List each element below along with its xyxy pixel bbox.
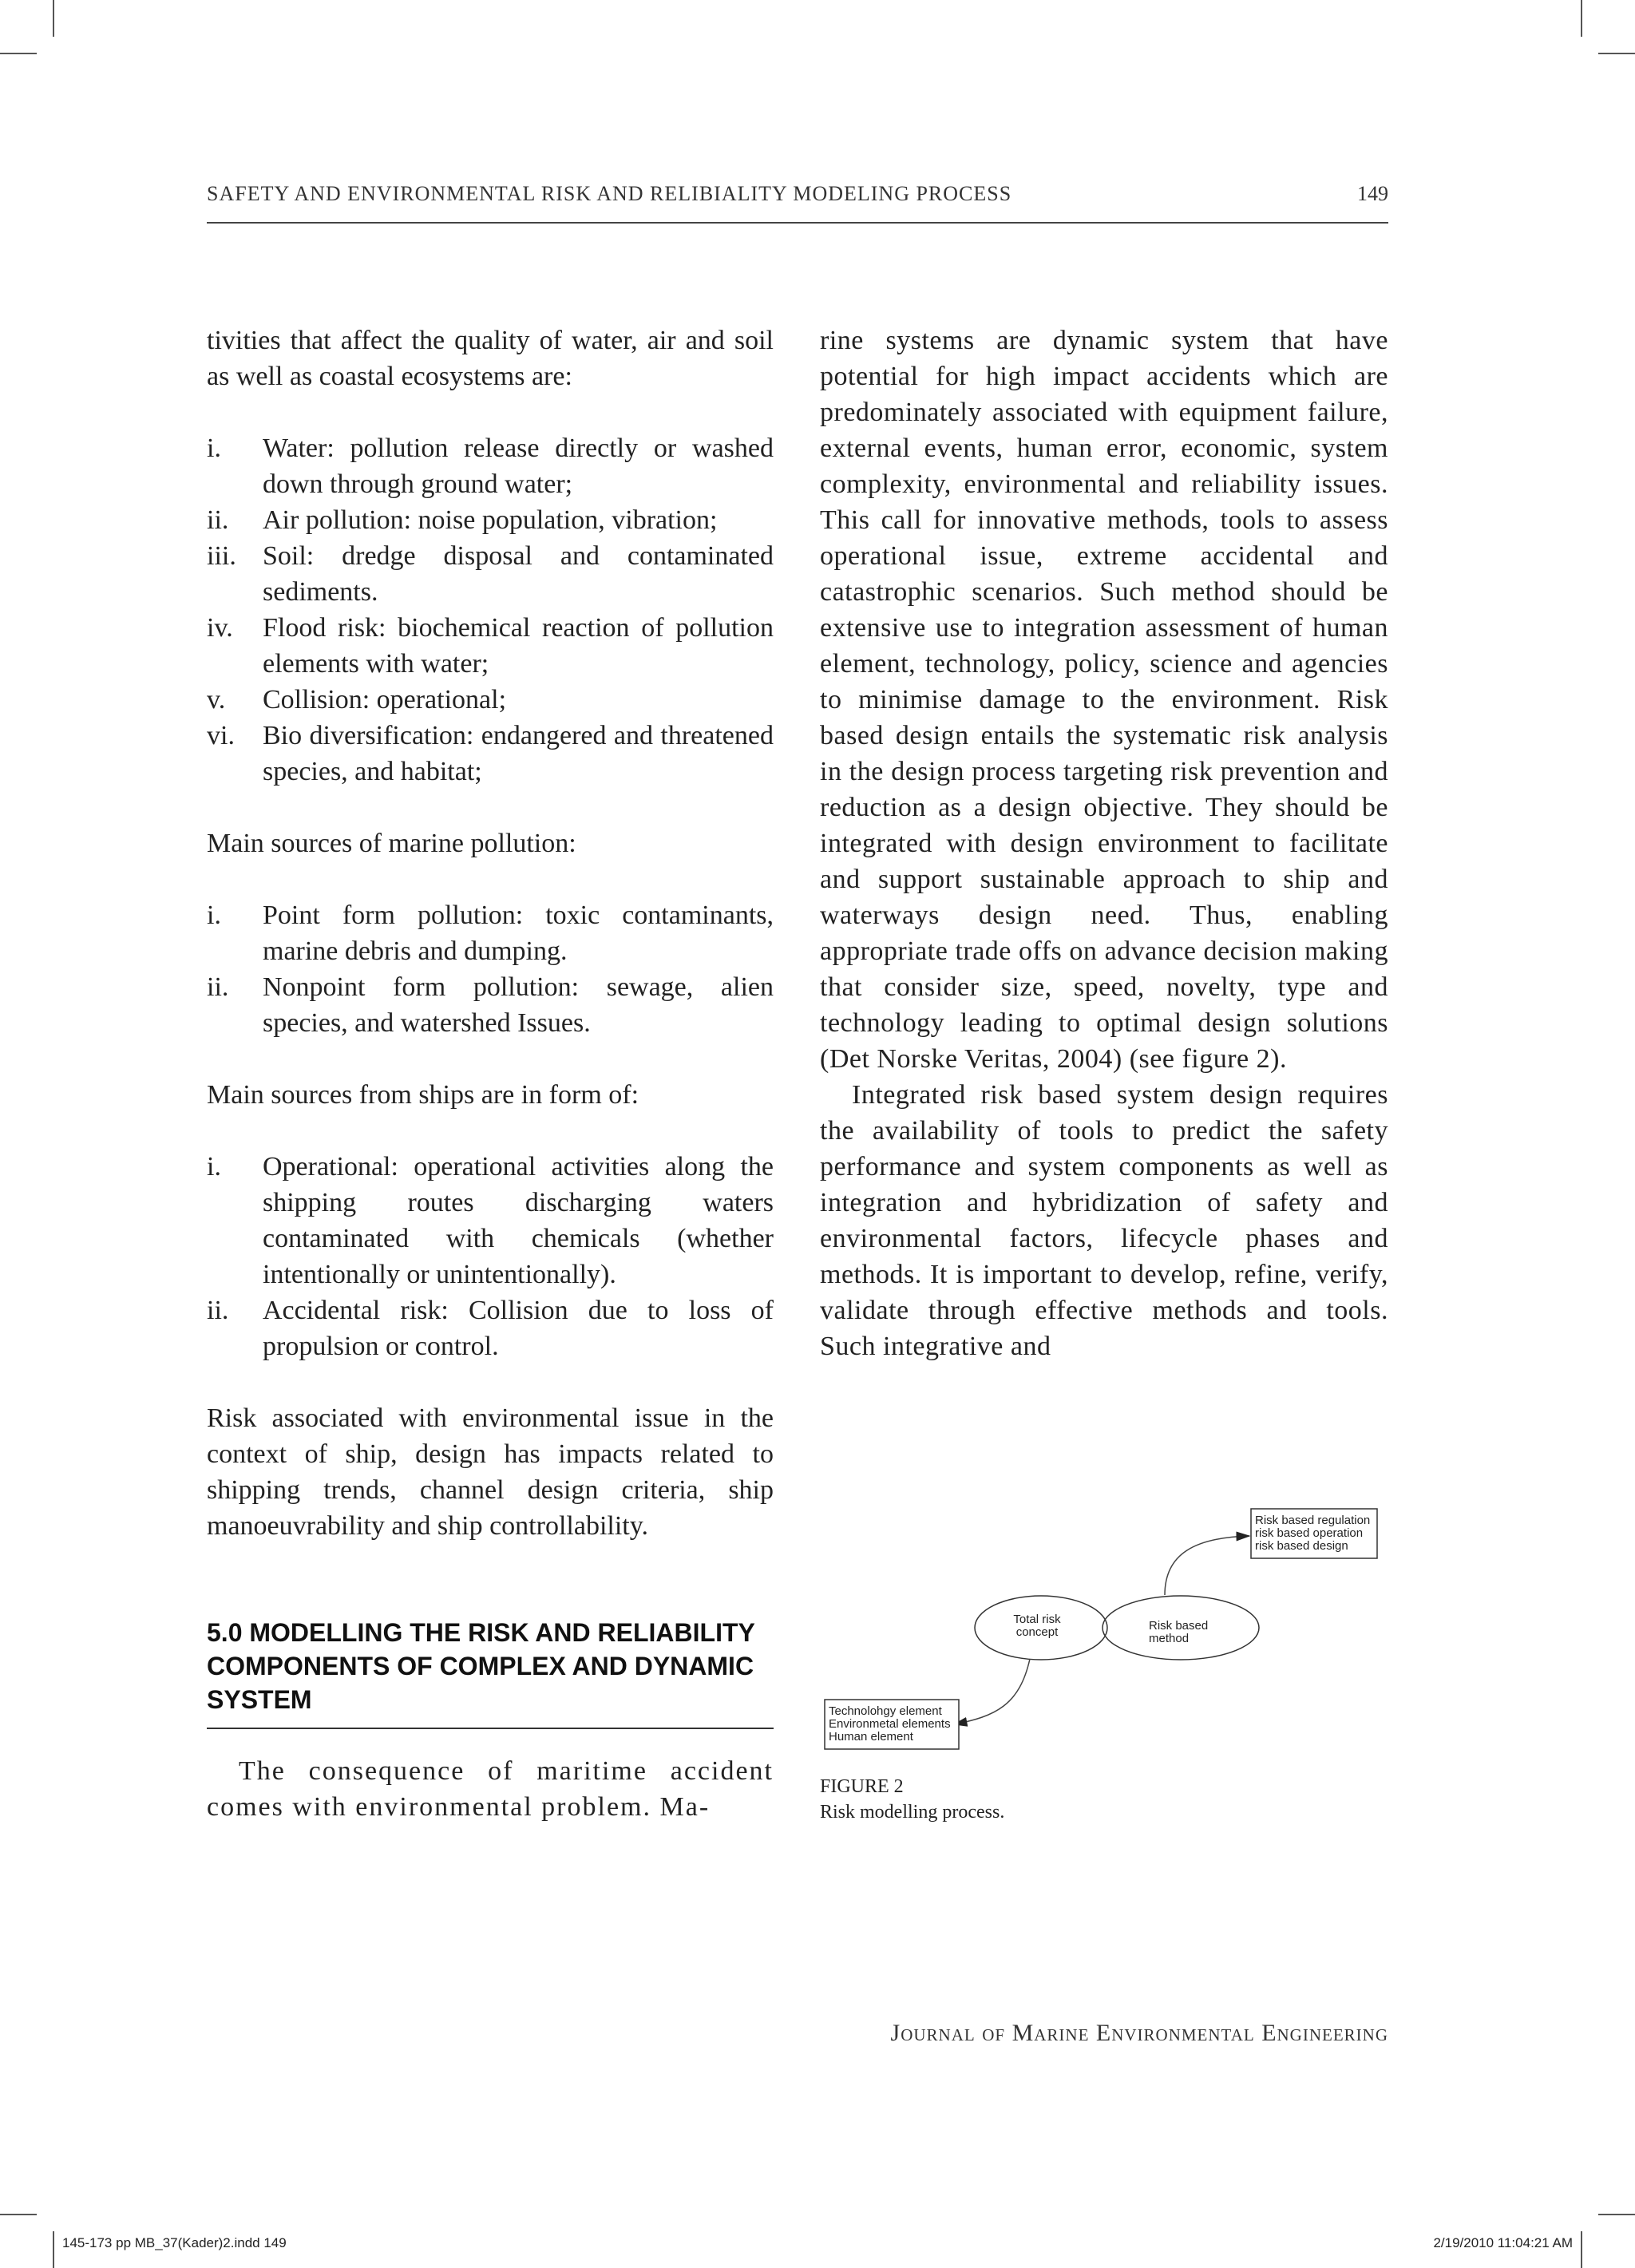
crop-mark — [1581, 0, 1582, 37]
right-column — [820, 323, 1388, 1364]
box-line: Risk based regulation — [1255, 1514, 1371, 1527]
box-line: Technolohgy element — [829, 1704, 942, 1718]
intro-paragraph: tivities that affect the quality of water, air and soil as well as coastal ecosystems are: — [207, 326, 774, 391]
list-item: vi. Bio diversification: endangered and threatened species, and habitat; — [207, 721, 774, 786]
figure-caption — [820, 1774, 1004, 1825]
box-line: risk based design — [1255, 1539, 1348, 1553]
section-paragraph: The consequence of maritime accident comes with environmental problem. Ma- — [207, 1756, 774, 1822]
crop-mark — [1598, 53, 1635, 54]
running-head — [207, 182, 1388, 206]
arrow-to-regulation — [1165, 1536, 1249, 1595]
header-rule — [207, 222, 1388, 224]
list-item: v. Collision: operational; — [207, 685, 507, 714]
ship-sources-heading: Main sources from ships are in form of: — [207, 1080, 639, 1110]
list-item: iv. Flood risk: biochemical reaction of pollution elements with water; — [207, 613, 774, 679]
figure-title: Risk modelling process. — [820, 1802, 1005, 1823]
arrow-to-elements — [954, 1659, 1030, 1724]
list-item: ii. Accidental risk: Collision due to loss of propulsion or control. — [207, 1296, 774, 1361]
ship-sources-list — [207, 1149, 774, 1364]
crop-mark — [0, 2214, 37, 2215]
risk-paragraph: Risk associated with environmental issue in the context of ship, design has impacts related to shipping trends, channel design criteria, ship manoeuvrability and ship controllability. — [207, 1403, 774, 1541]
figure-label: FIGURE 2 — [820, 1776, 904, 1797]
pollution-activities-list — [207, 430, 774, 790]
journal-name: Journal of Marine Environmental Engineering — [890, 2020, 1388, 2046]
date-slug: 2/19/2010 11:04:21 AM — [1433, 2235, 1573, 2250]
list-item: ii. Air pollution: noise population, vibration; — [207, 505, 718, 535]
file-slug: 145-173 pp MB_37(Kader)2.indd 149 — [62, 2235, 287, 2250]
crop-mark — [0, 53, 37, 54]
left-column — [207, 323, 774, 1825]
page-number: 149 — [1357, 182, 1388, 205]
ellipse-label: concept — [1015, 1625, 1059, 1639]
diagram-svg — [820, 1506, 1388, 1777]
crop-mark — [1598, 2214, 1635, 2215]
list-item: ii. Nonpoint form pollution: sewage, alien species, and watershed Issues. — [207, 972, 774, 1038]
list-item: i. Point form pollution: toxic contaminants, marine debris and dumping. — [207, 900, 774, 966]
crop-mark — [1581, 2231, 1582, 2268]
running-head-title: SAFETY AND ENVIRONMENTAL RISK AND RELIBIALITY MODELING PROCESS — [207, 182, 1012, 205]
crop-mark — [53, 2231, 54, 2268]
ellipse-label: method — [1149, 1632, 1190, 1645]
marine-pollution-list — [207, 897, 774, 1041]
section-rule — [207, 1728, 774, 1729]
body-paragraph: Integrated risk based system design requires the availability of tools to predict the safety performance and system components as well as integration and hybridization of safety and environmental factors, lifecycle phases and methods. It is important to develop, refine, verify, validate through effective methods and tools. Such integrative and — [820, 1080, 1388, 1361]
marine-sources-heading: Main sources of marine pollution: — [207, 829, 576, 858]
ellipse-label: Total risk — [1013, 1613, 1061, 1626]
list-item: i. Operational: operational activities along the shipping routes discharging waters contaminated with chemicals (whether intentionally or unintentionally). — [207, 1152, 774, 1289]
list-item: i. Water: pollution release directly or washed down through ground water; — [207, 433, 774, 499]
ellipse-label: Risk based — [1149, 1619, 1209, 1633]
section-heading: 5.0 MODELLING THE RISK AND RELIABILITY COMPONENTS OF COMPLEX AND DYNAMIC SYSTEM — [207, 1618, 755, 1714]
box-line: Human element — [829, 1730, 913, 1744]
body-paragraph: rine systems are dynamic system that have potential for high impact accidents which are predominately associated with equipment failure, external events, human error, economic, system complexity, environmental and reliability issues. This call for innovative methods, tools to assess operational issue, extreme accidental and catastrophic scenarios. Such method should be extensive use to integration assessment of human element, technology, policy, science and agencies to minimise damage to the environment. Risk based design entails the systematic risk analysis in the design process targeting risk prevention and reduction as a design objective. They should be integrated with design environment to facilitate and support sustainable approach to ship and waterways design need. Thus, enabling appropriate trade offs on advance decision making that consider size, speed, novelty, type and technology leading to optimal design solutions (Det Norske Veritas, 2004) (see figure 2). — [820, 326, 1388, 1074]
box-line: risk based operation — [1255, 1526, 1364, 1540]
crop-mark — [53, 0, 54, 37]
box-line: Environmetal elements — [829, 1717, 951, 1731]
list-item: iii. Soil: dredge disposal and contaminated sediments. — [207, 541, 774, 607]
